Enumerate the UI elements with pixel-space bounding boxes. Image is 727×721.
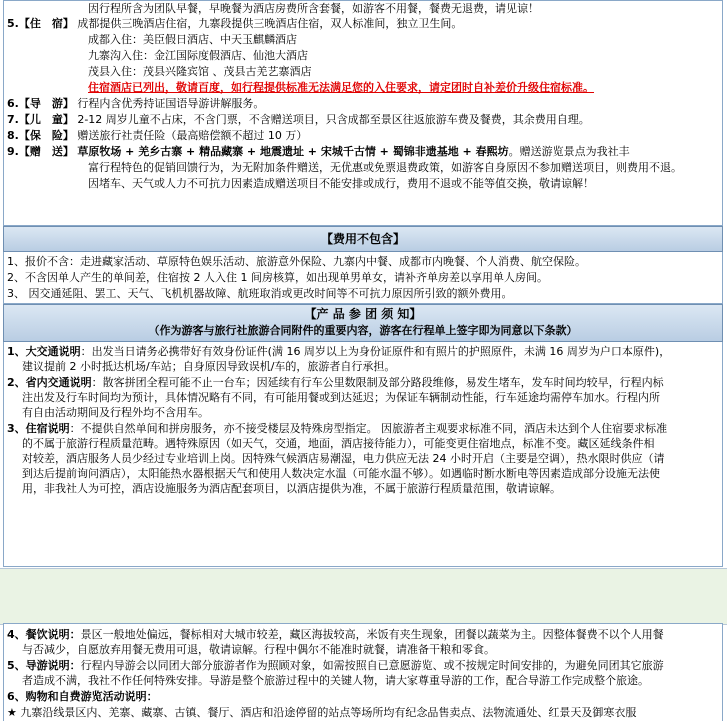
notice-meals-2: 与否减少，自愿放弃用餐无费用可退，敬请谅解。行程中偶尔不能准时就餐，请准备干粮和零食。 [22, 643, 495, 656]
page-separator [0, 568, 727, 625]
notice-text: 景区一般地处偏远，餐标相对大城市较差，藏区海拔较高，米饭有夹生现象，团餐以蔬菜为主。因整体餐费不以个人用餐 [80, 628, 664, 641]
hotel-maoxian: 茂县入住：茂县兴隆宾馆 、茂县古羌艺寨酒店 [88, 65, 312, 78]
gift-list: 草原牧场 + 羌乡古寨 + 精品藏寨 + 地震遗址 + 宋城千古情 + 蜀锦非遗基地 + 春熙坊 [77, 145, 509, 158]
notice-panel [3, 342, 723, 567]
item-number: 5. [7, 17, 19, 30]
notice-label: 1、大交通说明 [7, 345, 81, 358]
notice-lodging-3: 对较差，酒店服务人员少经过专业培训上岗。因特殊气候酒店易潮湿，电力供应无法 24 小时开启（主要是空调），热水限时供应（请 [22, 452, 665, 465]
meal-note: 因行程所含为团队早餐，早晚餐为酒店房费所含套餐，如游客不用餐，餐费无退费，请见谅！ [88, 2, 539, 15]
item-label: 【保 险】 [18, 129, 74, 142]
hotel-chengdu: 成都入住：美臣假日酒店、中天玉麒麟酒店 [88, 33, 297, 46]
excluded-header [3, 226, 723, 252]
excluded-panel [3, 252, 723, 304]
notice-label: 3、住宿说明 [7, 422, 70, 435]
notice-text: ：不提供自然单间和拼房服务，亦不接受楼层及特殊房型指定。 因旅游者主观要求标准不同，酒店未达到个人住宿要求标准 [69, 422, 668, 435]
gift-note-2: 因堵车、天气或人力不可抗力因素造成赠送项目不能安排或成行，费用不退或不能等值交换，敬请谅解！ [88, 177, 594, 190]
excluded-item-2: 2、不含因单人产生的单间差，住宿按 2 人入住 1 间房核算，如出现单男单女，请补齐单房差以享用单人房间。 [7, 271, 548, 284]
excluded-header-text: 【费用不包含】 [320, 232, 405, 246]
item-gifts [7, 144, 630, 159]
item-number: 6. [7, 97, 19, 110]
notice-label: 5、导游说明： [7, 659, 81, 672]
item-label: 【儿 童】 [18, 113, 74, 126]
inclusions-panel [3, 0, 723, 226]
item-accommodation [7, 16, 462, 31]
notice-meals [7, 627, 664, 642]
item-number: 8. [7, 129, 19, 142]
notice-transport [7, 344, 670, 359]
item-number: 7. [7, 113, 19, 126]
notice-guide-2: 者造成不满，我社不作任何特殊安排。导游是整个旅游过程中的关键人物，请大家尊重导游的工作，配合导游工作完成整个旅途。 [22, 674, 649, 687]
notice-shopping: 6、购物和自费游览活动说明： [7, 690, 158, 703]
excluded-item-1: 1、报价不含：走进藏家活动、草原特色娱乐活动、旅游意外保险、九寨内中餐、成都市内晚餐、个人消费、航空保险。 [7, 255, 586, 268]
notice-label: 2、省内交通说明 [7, 376, 92, 389]
item-children [7, 112, 590, 127]
notice-local-transport-2: 注出发及行车时间均为预计，具体情况略有不同，有可能用餐或到达延迟；为保证车辆制动性能，行车延途均需停车加水。行程内所 [22, 391, 660, 404]
item-text: 行程内含优秀持证国语导游讲解服务。 [77, 97, 265, 110]
item-label: 【赠 送】 [18, 145, 74, 158]
item-text: 2-12 周岁儿童不占床，不含门票，不含赠送项目，只含成都至景区往返旅游车费及餐费，其余费用自理。 [77, 113, 590, 126]
item-label: 【导 游】 [18, 97, 74, 110]
notice-panel-continued [3, 623, 723, 721]
notice-transport-2: 建议提前 2 小时抵达机场/车站；自身原因导致误机/车的，旅游者自行承担。 [22, 360, 396, 373]
item-text: 。赠送游览景点为我社丰 [508, 145, 630, 158]
notice-local-transport [7, 375, 664, 390]
item-guide [7, 96, 264, 111]
hotel-jiuzhai: 九寨沟入住：金江国际度假酒店、仙池大酒店 [88, 49, 308, 62]
notice-header [3, 304, 723, 342]
notice-guide [7, 658, 664, 673]
gift-note-1: 富行程特色的促销回馈行为，为无附加条件赠送，无优惠或免票退费政策，如游客自身原因不参加赠送项目，则费用不退。 [88, 161, 682, 174]
notice-title: 【产 品 参 团 须 知】 [304, 307, 422, 321]
hotel-warning: 住宿酒店已列出，敬请百度，如行程提供标准无法满足您的入住要求，请定团时自补差价升级住宿标准。 [88, 81, 594, 94]
notice-label: 4、餐饮说明： [7, 628, 81, 641]
notice-local-transport-3: 有自由活动期间及行程外均不含用车。 [22, 406, 209, 419]
notice-subtitle: （作为游客与旅行社旅游合同附件的重要内容，游客在行程单上签字即为同意以下条款） [148, 324, 578, 337]
notice-lodging-2: 的不属于旅游行程质量范畴。遇特殊原因（如天气，交通，地面，酒店接待能力），可能变更住宿地点，标准不变。藏区延线条件相 [22, 437, 655, 450]
notice-text: 行程内导游会以同团大部分旅游者作为照顾对象，如需按照自已意愿游览、或不按规定时间安排的，为避免同团其它旅游 [80, 659, 664, 672]
item-number: 9. [7, 145, 19, 158]
item-label: 【住 宿】 [18, 17, 74, 30]
item-text: 成都提供三晚酒店住宿，九寨段提供三晚酒店住宿，双人标准间，独立卫生间。 [77, 17, 463, 30]
notice-lodging-5: 用，非我社人为可控，酒店设施服务为酒店配套项目，以酒店提供为准，不属于旅游行程质量范围，敬请谅解。 [22, 482, 561, 495]
notice-text: ：出发当日请务必携带好有效身份证件(满 16 周岁以上为身份证原件和有照片的护照原件，未满 16 周岁为户口本原件)， [80, 345, 671, 358]
notice-text: ：散客拼团全程可能不止一台车；因延续有行车公里数限制及部分路段维修，易发生堵车，发车时间均较早，行程内标 [91, 376, 664, 389]
excluded-item-3: 3、 因交通延阻、罢工、天气、飞机机器故障、航班取消或更改时间等不可抗力原因所引致的额外费用。 [7, 287, 513, 300]
item-insurance [7, 128, 307, 143]
item-text: 赠送旅行社责任险（最高赔偿额不超过 10 万） [77, 129, 308, 142]
notice-shopping-1: ★ 九寨沿线景区内、羌寨、藏寨、古镇、餐厅、酒店和沿途停留的站点等场所均有纪念品售卖点、法物流通处、红景天及御寒衣服 [7, 706, 637, 719]
notice-lodging-4: 到达后提前询问酒店），太阳能热水器根据天气和使用人数决定水温（可能水温不够）。如遇临时断水断电等因素造成部分设施无法使 [22, 467, 660, 480]
notice-lodging [7, 421, 667, 436]
